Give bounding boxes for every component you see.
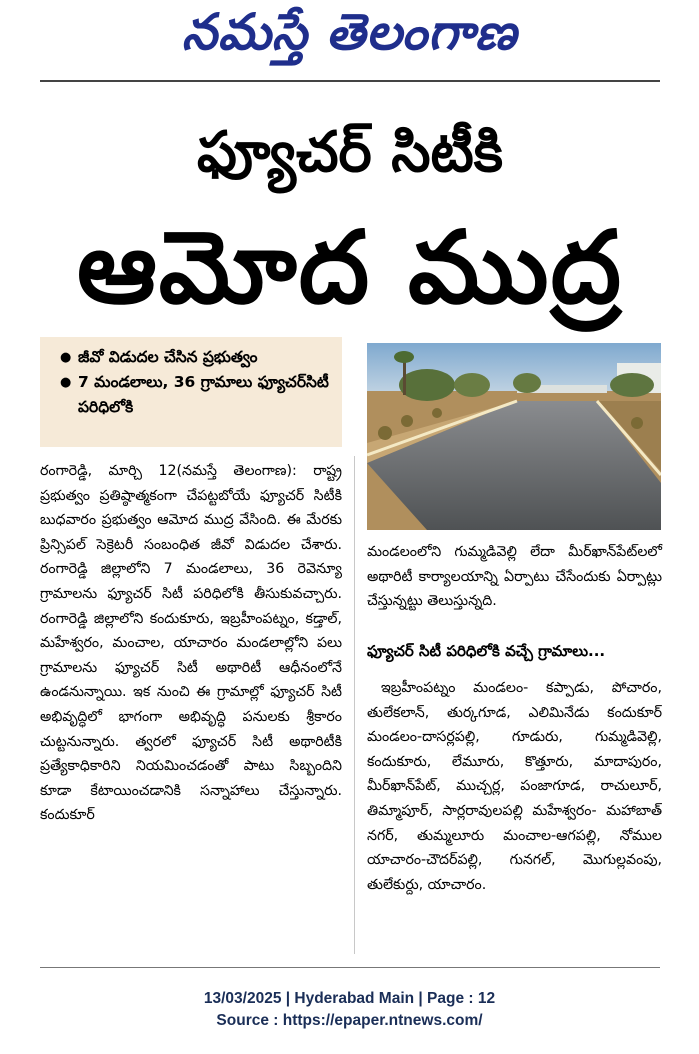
- villages-subheading: ఫ్యూచర్ సిటీ పరిధిలోకి వచ్చే గ్రామాలు...: [367, 642, 606, 660]
- article-right-column-bottom: [367, 676, 662, 897]
- article-body-text: రంగారెడ్డి, మార్చి 12(నమస్తే తెలంగాణ): రాష్ట్ర ప్రభుత్వం ప్రతిష్ఠాత్మకంగా చేపట్టబోయే ఫ్యూచర్ సిటీకి బుధవారం ప్రభుత్వం ఆమోద ముద్ర వేసింది. ఈ మేరకు ప్రిన్సిపల్ సెక్రెటరీ సంబంధిత జీవో విడుదల చేశారు. రంగారెడ్డి జిల్లాలోని 7 మండలాలు, 36 రెవెన్యూ గ్రామాలను ఫ్యూచర్ సిటీ పరిధిలోకి తీసుకువచ్చారు. రంగారెడ్డి జిల్లాలోని కందుకూరు, ఇబ్రహీంపట్నం, కడ్తాల్, మహేశ్వరం, మంచాల, యాచారం మండలాల్లోని పలు గ్రామాలను ఫ్యూచర్ సిటీ అథారిటీ ఆధీనంలోనే ఉండనున్నాయి. ఇక నుంచి ఈ గ్రామాల్లో ఫ్యూచర్ సిటీ అభివృద్ధిలో భాగంగా అభివృద్ధి పనులకు శ్రీకారం చుట్టనున్నారు. త్వరలో ఫ్యూచర్ సిటీ అథారిటీకి ప్రత్యేకాధికారిని నియమించడంతో పాటు సిబ్బందిని కూడా కేటాయించడానికి సన్నాహాలు చేస్తున్నారు. కందుకూర్: [40, 463, 342, 824]
- article-body-text: మండలంలోని గుమ్మడివెల్లి లేదా మీర్‌ఖాన్‌పేట్‌లలో అథారిటీ కార్యాలయాన్ని ఏర్పాటు చేసేందుకు ఏర్పాట్లు చేస్తున్నట్టు తెలుస్తున్నది.: [367, 544, 662, 610]
- footer-source[interactable]: Source : https://epaper.ntnews.com/: [216, 1012, 483, 1029]
- article-left-column: [40, 459, 342, 828]
- highlight-text: జీవో విడుదల చేసిన ప్రభుత్వం: [78, 348, 258, 366]
- masthead-rule: [40, 80, 660, 82]
- masthead-title: నమస్తే తెలంగాణ: [181, 2, 518, 61]
- footer-date-edition: 13/03/2025 | Hyderabad Main | Page : 12: [203, 990, 496, 1007]
- bullet-icon: ●: [60, 375, 72, 390]
- bullet-icon: ●: [60, 350, 72, 365]
- headline-line-1: ఫ్యూచర్ సిటీకి: [197, 120, 503, 185]
- article-right-column-top: [367, 540, 662, 614]
- highlights-box: [40, 337, 342, 447]
- column-divider: [354, 456, 355, 954]
- road-photo: [367, 343, 661, 530]
- highlight-item: [58, 370, 332, 420]
- highlight-item: [58, 345, 332, 370]
- headline-line-2: ఆమోద ముద్ర: [76, 209, 624, 326]
- masthead: [0, 2, 699, 74]
- villages-list-text: ఇబ్రహీంపట్నం మండలం- కప్పాడు, పోచారం, తులేకలాన్, తుర్కగూడ, ఎలిమినేడు కందుకూర్ మండలం-దాసర్లపల్లి, గూడురు, గుమ్మడివెల్లి, కందుకూరు, లేమూరు, కొత్తూరు, మాదాపురం, మీర్‌ఖాన్‌పేట్, ముచ్చర్ల, పంజాగూడ, రాచులూర్, తిమ్మాపూర్, సార్లరావులపల్లి మహేశ్వరం- మహాబాత్ నగర్, తుమ్మలూరు మంచాల-ఆగపల్లి, నోముల యాచారం-చౌదర్‌పల్లి, గునగల్, మొగుల్లవంపు, తులేకుర్దు, యాచారం.: [367, 680, 662, 893]
- highlight-text: 7 మండలాలు, 36 గ్రామాలు ఫ్యూచర్‌సిటీ పరిధిలోకి: [78, 373, 329, 416]
- footer: [0, 988, 699, 1032]
- footer-rule: [40, 967, 660, 968]
